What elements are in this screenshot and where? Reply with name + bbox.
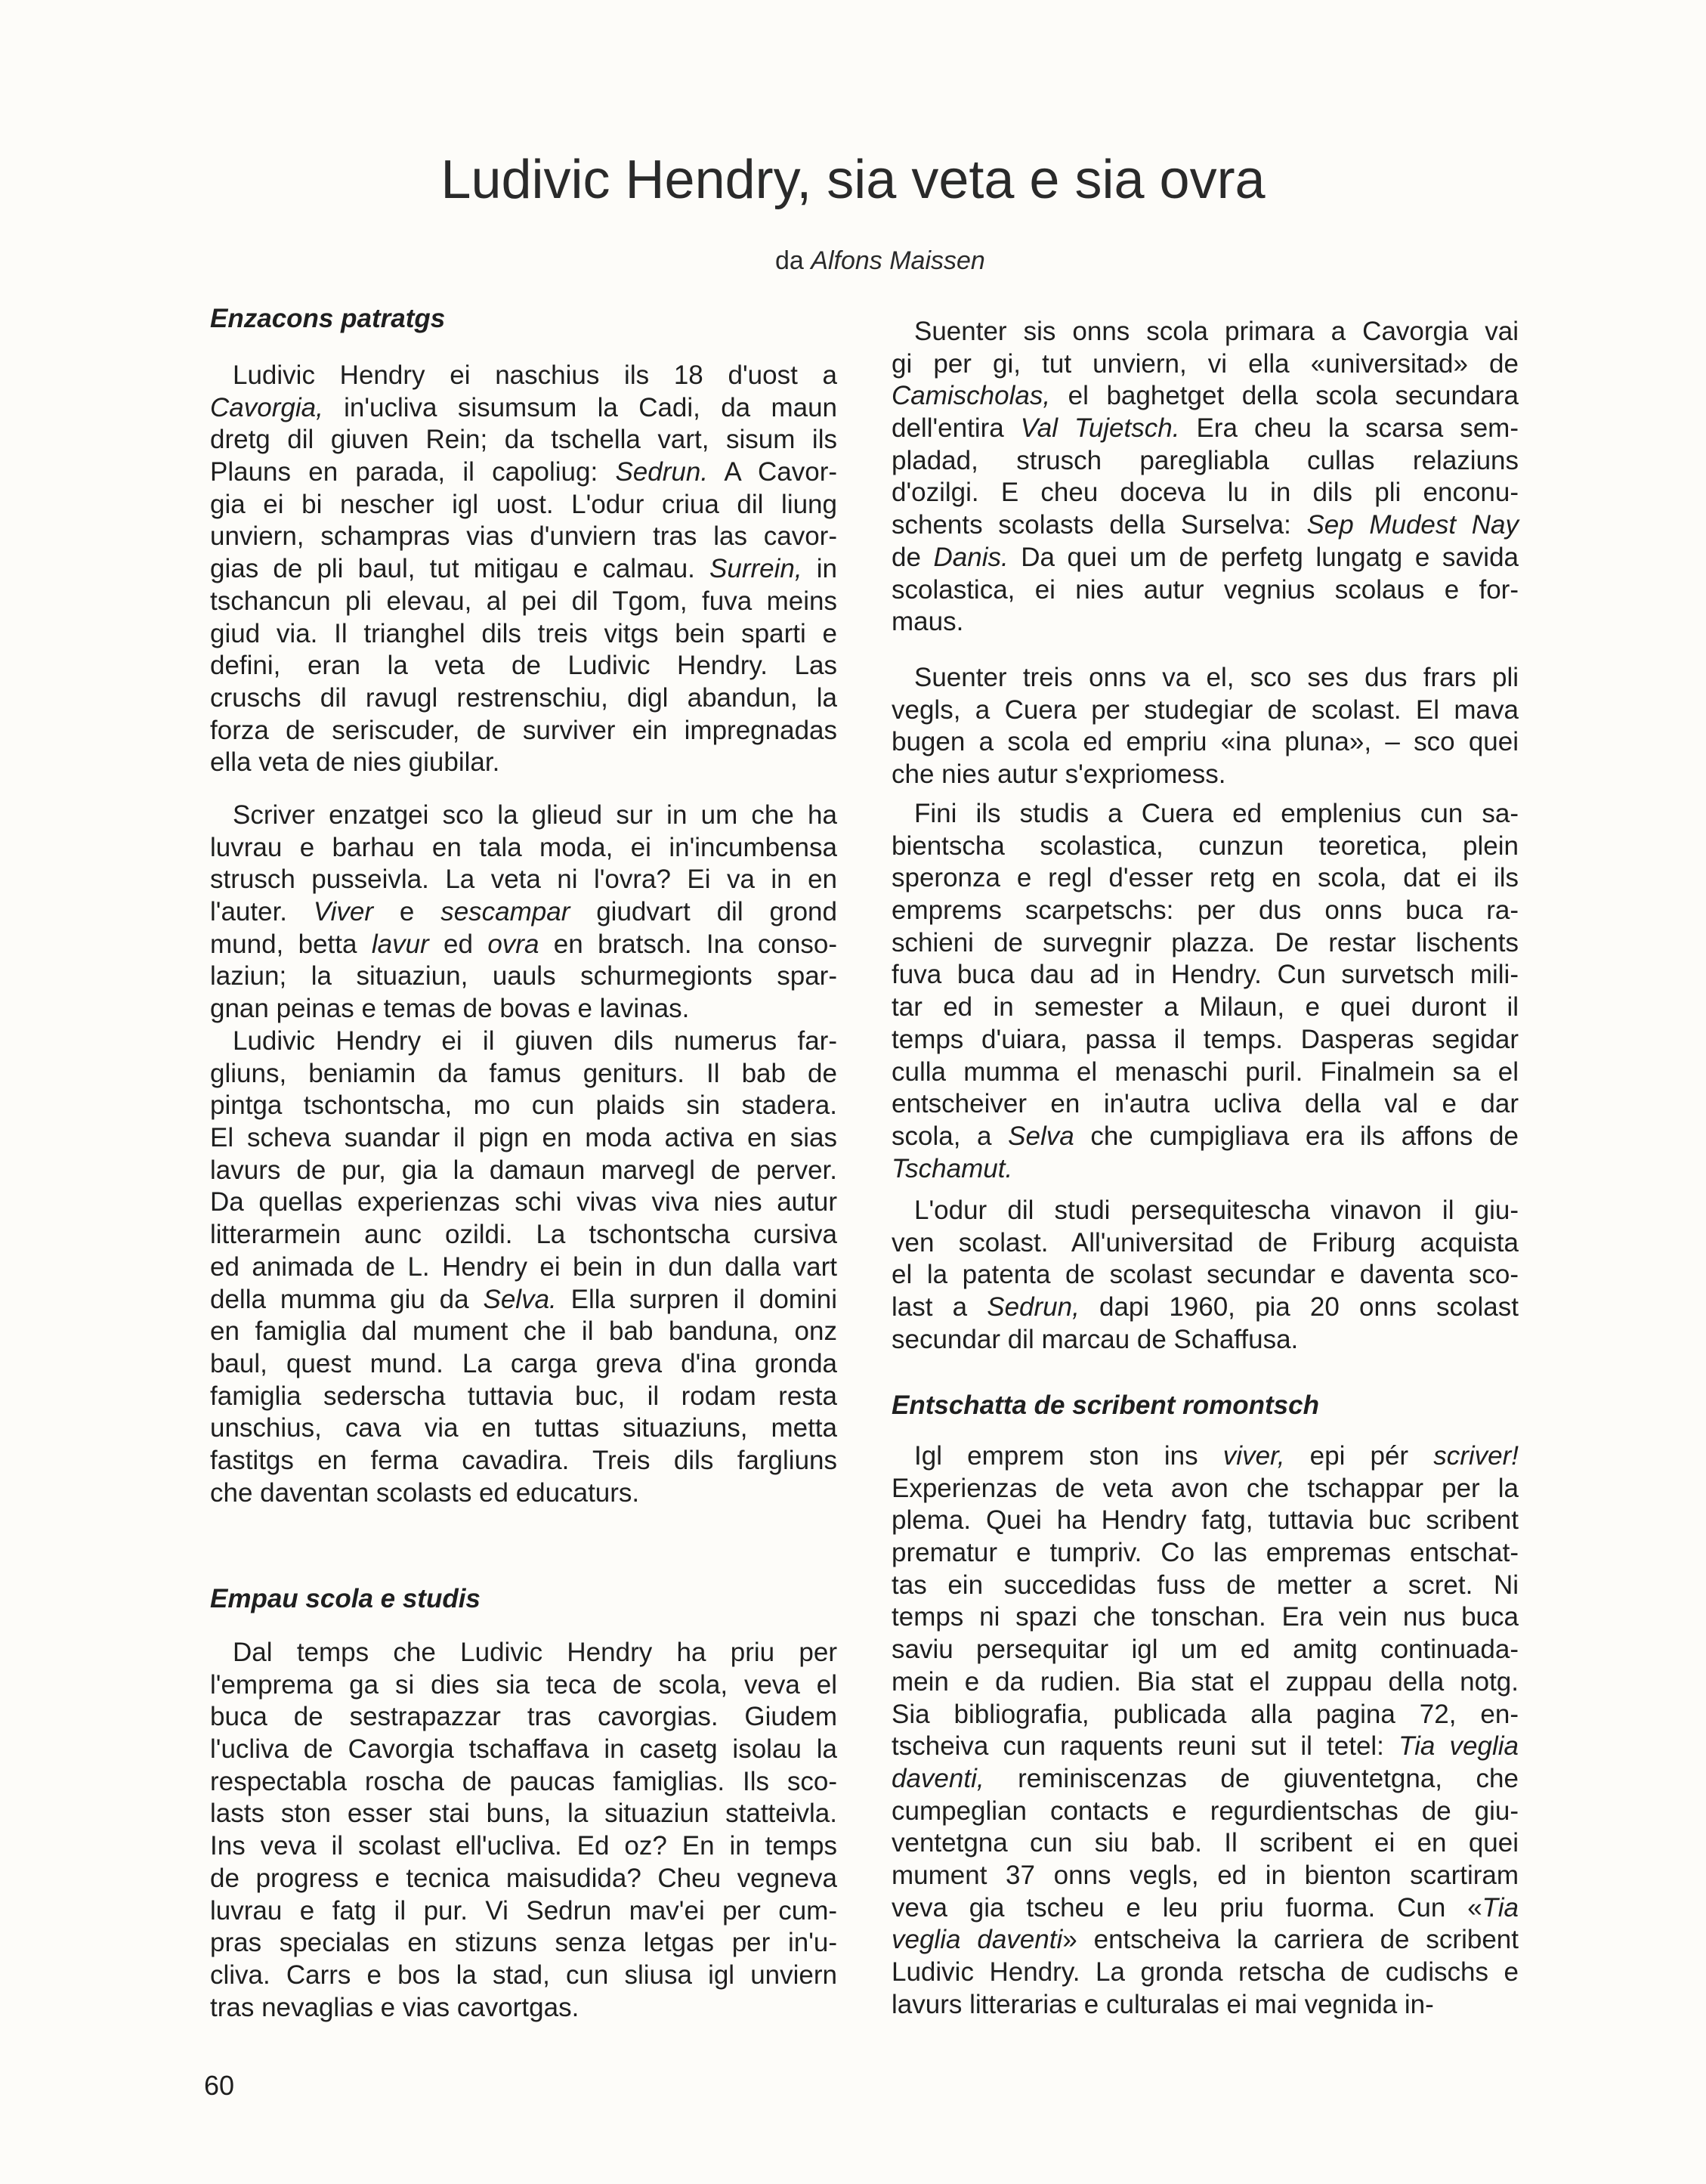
text-line: saviu persequitar igl um ed amitg continuada- [892,1635,1519,1665]
text-line: Cavorgia, in'ucliva sisumsum la Cadi, da maun [210,392,837,422]
text-line: ven scolast. All'universitad de Friburg acquista [892,1227,1519,1258]
text-line: pintga tschontscha, mo cun plaids sin stadera. [210,1090,837,1121]
text-line: Scriver enzatgei sco la glieud sur in um che ha [233,800,837,830]
paragraph [892,798,1519,1185]
text-line: temps ni spazi che tonschan. Era vein nus buca [892,1602,1519,1632]
text-line: bientscha scolastica, cunzun teoretica, plein [892,831,1519,861]
text-line: mument 37 onns vegls, ed in bienton scartiram [892,1860,1519,1890]
text-line: unviern, schampras vias d'unviern tras las cavor- [210,521,837,552]
paragraph [892,316,1519,639]
paragraph [892,1195,1519,1356]
text-line: lavurs de pur, gia la damaun marvegl de perver. [210,1155,837,1185]
italic-term: lavur [371,929,429,959]
text-line: last a Sedrun, dapi 1960, pia 20 onns scolast [892,1292,1519,1322]
text-line: maus. [892,607,964,637]
text-line: che daventan scolasts ed educaturs. [210,1477,640,1508]
text-line: tar ed in semester a Milaun, e quei duront il [892,992,1519,1022]
text-line: prematur e tumpriv. Co las empremas entschat- [892,1538,1519,1568]
paragraph [210,360,837,779]
text-line: tras nevaglias e vias cavortgas. [210,1992,579,2022]
text-line: l'auter. Viver e sescampar giudvart dil grond [210,897,837,927]
text-line: respectabla roscha de paucas famiglias. Ils sco- [210,1766,837,1796]
italic-term: Sedrun. [615,457,709,487]
text-line: d'ozilgi. E cheu doceva lu in dils pli enconu- [892,478,1519,508]
text-line: della mumma giu da Selva. Ella surpren il domini [210,1284,837,1314]
text-line: mund, betta lavur ed ovra en bratsch. Ina conso- [210,929,837,959]
text-line: secundar dil marcau de Schaffusa. [892,1324,1299,1354]
text-line: strusch pusseivla. La veta ni l'ovra? Ei va in en [210,865,837,895]
text-line: Ludivic Hendry. La gronda retscha de cudischs e [892,1957,1519,1987]
text-line: mein e da rudien. Bia stat el zuppau della notg. [892,1666,1519,1697]
italic-term: sescampar [440,897,570,927]
text-line: Ludivic Hendry ei naschius ils 18 d'uost a [233,360,837,390]
text-line: tas ein succedidas fuss de metter a scret. Ni [892,1570,1519,1600]
text-line: buca de sestrapazzar tras cavorgias. Giudem [210,1702,837,1732]
italic-term: veglia daventi [892,1925,1063,1955]
text-line: el la patenta de scolast secundar e daventa sco- [892,1260,1519,1290]
italic-term: scriver! [1433,1441,1519,1471]
text-line: Da quellas experienzas schi vivas viva nies autur [210,1187,837,1217]
text-line: defini, eran la veta de Ludivic Hendry. Las [210,651,837,681]
text-line: scola, a Selva che cumpigliava era ils affons de [892,1121,1519,1151]
text-line: Suenter sis onns scola primara a Cavorgia vai [914,317,1519,346]
text-line: fastitgs en ferma cavadira. Treis dils fargliuns [210,1445,837,1475]
text-line: luvrau e fatg il pur. Vi Sedrun mav'ei per cum- [210,1895,837,1926]
text-line: El scheva suandar il pign en moda activa en sias [210,1123,837,1153]
italic-term: Sep Mudest Nay [1306,510,1519,540]
italic-term: Tia veglia [1398,1731,1519,1762]
italic-term: Camischolas, [892,381,1051,411]
text-line: scolastica, ei nies autur vegnius scolaus e for- [892,574,1519,605]
text-line: speronza e regl d'esser retg en scola, dat ei ils [892,863,1519,893]
paragraph [210,1025,837,1509]
text-line: culla mumma el menaschi puril. Finalmein sa el [892,1056,1519,1087]
text-line: emprems scarpetschs: per dus onns buca ra- [892,896,1519,926]
text-line: luvrau e barhau en tala moda, ei in'incumbensa [210,832,837,862]
section-heading: Empau scola e studis [210,1584,481,1613]
text-line: forza de seriscuder, de surviver ein impregnadas [210,715,837,745]
italic-term: daventi, [892,1763,984,1793]
text-line: lasts ston esser stai buns, la situaziun statteivla. [210,1799,837,1829]
text-line: pras specialas en stizuns senza letgas per in'u- [210,1928,837,1958]
text-line: laziun; la situaziun, uauls schurmegionts spar- [210,961,837,991]
text-line: cumpeglian contacts e regurdientschas de giu- [892,1796,1519,1826]
text-line: bugen a scola ed empriu «ina pluna», – sco quei [892,727,1519,757]
italic-term: viver, [1222,1441,1285,1471]
text-line: Sia bibliografia, publicada alla pagina 72, en- [892,1699,1519,1729]
text-line: litterarmein aunc ozildi. La tschontscha cursiva [210,1220,837,1250]
text-line: gias de pli baul, tut mitigau e calmau. Surrein, in [210,554,837,584]
text-line: vegls, a Cuera per studegiar de scolast. El mava [892,694,1519,725]
text-line: Camischolas, el baghetget della scola secundara [892,381,1519,411]
text-line: veglia daventi» entscheiva la carriera de scribent [892,1925,1519,1955]
text-line: l'emprema ga si dies sia teca de scola, veva el [210,1669,837,1700]
text-line: schents scolasts della Surselva: Sep Mudest Nay [892,510,1519,540]
text-line: famiglia sederscha tuttavia buc, il rodam resta [210,1381,837,1411]
text-line: lavurs litterarias e culturalas ei mai vegnida in- [892,1989,1434,2019]
text-line: Ins veva il scolast ell'ucliva. Ed oz? En in temps [210,1831,837,1861]
text-line: plema. Quei ha Hendry fatg, tuttavia buc scribent [892,1505,1519,1536]
text-line: entscheiver en in'autra ucliva della val e dar [892,1089,1519,1119]
paragraph [892,662,1519,791]
text-line: de progress e tecnica maisudida? Cheu vegneva [210,1863,837,1893]
text-line: de Danis. Da quei um de perfetg lungatg e savida [892,542,1519,572]
italic-term: Danis. [933,542,1009,572]
text-line: ed animada de L. Hendry ei bein in dun dalla vart [210,1251,837,1282]
text-line: Experienzas de veta avon che tschappar per la [892,1473,1519,1503]
byline-prefix: da [775,246,811,275]
italic-term: Selva. [483,1284,557,1314]
text-line: L'odur dil studi persequitescha vinavon il giu- [914,1196,1519,1225]
text-line: Fini ils studis a Cuera ed emplenius cun sa- [914,799,1519,828]
paragraph [210,800,837,1025]
text-line: gnan peinas e temas de bovas e lavinas. [210,994,690,1024]
italic-term: Sedrun, [987,1292,1080,1322]
text-line: cliva. Carrs e bos la stad, cun sliusa igl unviern [210,1960,837,1990]
page-number: 60 [204,2070,235,2101]
text-line: Plauns en parada, il capoliug: Sedrun. A Cavor- [210,457,837,487]
text-line: dretg dil giuven Rein; da tschella vart, sisum ils [210,425,837,455]
text-line: ventetgna cun siu bab. Il scribent ei en quei [892,1828,1519,1858]
text-line: pladad, strusch paregliabla cullas relaziuns [892,445,1519,475]
text-line: fuva buca dau ad in Hendry. Cun survetsch mili- [892,960,1519,990]
italic-term: ovra [487,929,539,959]
text-line: en famiglia dal mument che il bab banduna, onz [210,1316,837,1347]
italic-term: Val Tujetsch. [1020,413,1180,444]
italic-term: Cavorgia, [210,392,323,422]
text-line: l'ucliva de Cavorgia tschaffava in casetg isolau la [210,1734,837,1765]
text-line: dell'entira Val Tujetsch. Era cheu la scarsa sem- [892,413,1519,444]
author-name: Alfons Maissen [811,246,985,275]
italic-term: Surrein, [709,554,802,584]
text-line: schieni de survegnir plazza. De restar lischents [892,927,1519,957]
paragraph [210,1637,837,2024]
text-line: ella veta de nies giubilar. [210,747,500,778]
italic-term: Selva [1008,1121,1074,1151]
text-line: tscheiva cun raquents reuni sut il tetel: Tia veglia [892,1731,1519,1762]
byline [775,246,985,276]
text-line [892,1153,1519,1186]
italic-term: Viver [313,897,373,927]
italic-term: Tschamut. [892,1153,1013,1183]
text-line: gliuns, beniamin da famus geniturs. Il bab de [210,1058,837,1088]
text-line: tschancun pli elevau, al pei dil Tgom, fuva meins [210,586,837,616]
text-line: unschius, cava via en tuttas situaziuns, metta [210,1413,837,1443]
text-line: Suenter treis onns va el, sco ses dus frars pli [914,663,1519,692]
section-heading: Entschatta de scribent romontsch [892,1391,1319,1420]
text-line: Dal temps che Ludivic Hendry ha priu per [233,1638,837,1667]
text-line: Ludivic Hendry ei il giuven dils numerus far- [233,1026,837,1056]
text-line: daventi, reminiscenzas de giuventetgna, che [892,1763,1519,1793]
article-title: Ludivic Hendry, sia veta e sia ovra [440,150,1266,210]
text-line: cruschs dil ravugl restrenschiu, digl abandun, la [210,682,837,713]
text-line: veva gia tscheu e leu priu fuorma. Cun «Tia [892,1892,1519,1923]
text-line: giud via. Il trianghel dils treis vitgs bein sparti e [210,618,837,648]
italic-term: Tia [1482,1892,1519,1923]
paragraph [892,1440,1519,2021]
text-line: gia ei bi nescher igl uost. L'odur criua dil liung [210,489,837,519]
text-line: Igl emprem ston ins viver, epi pér scriver! [914,1441,1519,1471]
section-heading: Enzacons patratgs [210,304,446,333]
text-line: temps d'uiara, passa il temps. Dasperas segidar [892,1024,1519,1054]
text-line: che nies autur s'expriomess. [892,759,1226,790]
text-line: gi per gi, tut unviern, vi ella «universitad» de [892,348,1519,379]
text-line: baul, quest mund. La carga greva d'ina gronda [210,1348,837,1378]
